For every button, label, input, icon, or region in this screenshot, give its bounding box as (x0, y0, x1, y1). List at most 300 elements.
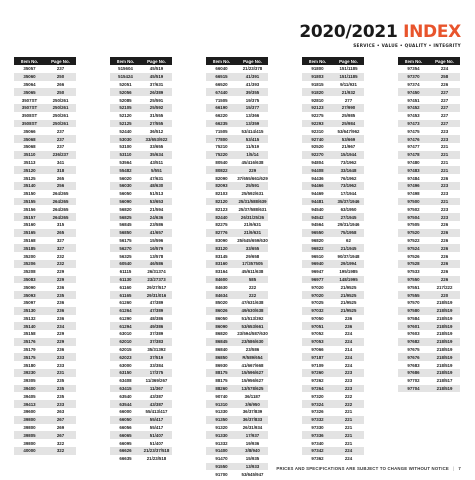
table-row (14, 65, 76, 73)
item-number: 35155 (23, 198, 36, 204)
table-row (302, 299, 364, 307)
item-number: 61294 (119, 323, 132, 329)
item-number: 66515 (215, 74, 228, 80)
page-number-cell: 36/1187 (244, 393, 261, 399)
item-number: 63000 (119, 362, 132, 368)
table-row (14, 213, 76, 221)
item-number: 97451 (407, 97, 420, 103)
item-number: 97020 (311, 284, 324, 290)
page-number-cell: 218/519 (436, 323, 453, 329)
table-row (14, 392, 76, 400)
item-number: 97109 (311, 362, 324, 368)
item-number: 66635 (119, 456, 132, 462)
item-number: 40000 (23, 448, 36, 454)
page-number-cell: 15/1944 (340, 152, 357, 158)
table-row (206, 361, 268, 369)
table-row (302, 96, 364, 104)
item-number: 66050 (119, 417, 132, 423)
item-number: 94436 (311, 175, 324, 181)
table-row (206, 252, 268, 260)
page-number-cell: 218/519 (436, 308, 453, 314)
page-number-cell: 23/594/587/630 (237, 331, 268, 337)
index-column (302, 57, 364, 463)
item-number: 56325 (119, 253, 132, 259)
item-number: 66065 (119, 432, 132, 438)
item-number: 97052 (311, 331, 324, 337)
page-number-cell: 21/9525 (340, 292, 357, 298)
table-row (398, 120, 460, 128)
page-number-cell: 15/596 (149, 237, 164, 243)
item-number: 62010 (119, 339, 132, 345)
page-no-header: Page No. (243, 58, 262, 64)
page-number-cell: 47/631/638 (241, 300, 264, 306)
page-number-cell: 223 (344, 370, 353, 376)
table-row (206, 307, 268, 315)
page-number-cell: 19/936 (245, 440, 260, 446)
table-row (110, 439, 172, 447)
table-row (110, 408, 172, 416)
page-number-cell: 236 (56, 300, 65, 306)
table-row (206, 65, 268, 73)
item-number: 53100 (119, 144, 132, 150)
table-row (206, 385, 268, 393)
item-number: 515424 (118, 74, 133, 80)
page-number-cell: 25/37/588/631 (238, 206, 267, 212)
table-row (110, 104, 172, 112)
page-number-cell: 53/645/947 (241, 471, 264, 477)
table-row (398, 237, 460, 245)
item-number: 83090 (215, 237, 228, 243)
item-number: 97603 (407, 331, 420, 337)
item-number: 39800 (23, 425, 36, 431)
table-row (110, 283, 172, 291)
item-number: 3508ST (21, 120, 38, 126)
item-number: 35068 (23, 144, 36, 150)
item-number: 66040 (215, 66, 228, 72)
table-row (206, 81, 268, 89)
page-number-cell: 250/261 (52, 105, 69, 111)
page-number-cell: 233 (56, 362, 65, 368)
page-number-cell: 224 (344, 456, 353, 462)
item-number: 97478 (407, 152, 420, 158)
item-number: 97550 (407, 276, 420, 282)
table-row (206, 299, 268, 307)
item-number: 97051 (311, 323, 324, 329)
table-row (302, 166, 364, 174)
item-number: 35208 (23, 269, 36, 275)
table-row (302, 307, 364, 315)
table-row (206, 135, 268, 143)
page-number-cell: 11/367 (149, 386, 164, 392)
item-number: 88260 (215, 386, 228, 392)
page-number-cell: 15/935 (245, 456, 260, 462)
page-number-cell: 218/519 (436, 370, 453, 376)
page-number-cell: 226 (440, 276, 449, 282)
table-row (110, 260, 172, 268)
page-number-cell: 47/389 (149, 308, 164, 314)
page-number-cell: 256 (56, 183, 65, 189)
page-number-cell: 341 (56, 159, 65, 165)
item-number: 35113 (23, 159, 36, 165)
table-row (206, 416, 268, 424)
table-row (110, 431, 172, 439)
item-number: 94469 (311, 191, 324, 197)
page-number-cell: 224 (440, 66, 449, 72)
table-row (302, 400, 364, 408)
item-number: 63150 (119, 370, 132, 376)
page-number-cell: 226 (440, 175, 449, 181)
table-row (302, 205, 364, 213)
item-number: 62023 (119, 354, 132, 360)
item-number: 71505 (215, 97, 228, 103)
page-number-cell: 237 (56, 136, 65, 142)
page-number-cell: 21/594 (149, 206, 164, 212)
table-row (206, 213, 268, 221)
item-number: 97520 (407, 230, 420, 236)
page-number-cell: 23/586 (245, 347, 260, 353)
table-row (110, 143, 172, 151)
page-number-cell: 41/657 (149, 230, 164, 236)
item-number: 96822 (311, 245, 324, 251)
item-number: 97505 (407, 222, 420, 228)
page-number-cell: 222 (248, 284, 257, 290)
table-row (398, 96, 460, 104)
table-row (206, 283, 268, 291)
table-row (110, 392, 172, 400)
page-number-cell: 1/5/14 (246, 152, 259, 158)
page-number-cell: 45/416/638 (241, 159, 264, 165)
item-number: 97504 (407, 214, 420, 220)
item-number: 52105 (119, 105, 132, 111)
table-row (206, 96, 268, 104)
item-number: 97050 (311, 315, 324, 321)
page-number-cell: 218/517 (436, 378, 453, 384)
item-number: 63010 (119, 331, 132, 337)
item-number: 97522 (407, 237, 420, 243)
page-number-cell: 237 (56, 128, 65, 134)
item-number: 35156 (23, 206, 36, 212)
item-number: 86050 (215, 315, 228, 321)
item-number: 97477 (407, 144, 420, 150)
table-row (302, 424, 364, 432)
page-number-cell: 222 (344, 393, 353, 399)
page-number-cell: 227 (440, 113, 449, 119)
item-number: 97702 (407, 378, 420, 384)
page-number-cell: 221 (440, 144, 449, 150)
page-number-cell: 250/261 (52, 97, 69, 103)
page-number-cell: 51/513 (149, 191, 164, 197)
item-number: 97480 (407, 159, 420, 165)
page-number-cell: 148/1995 (339, 276, 358, 282)
column-header (302, 57, 364, 65)
page-number-cell: 5/551 (151, 167, 162, 173)
table-row (398, 151, 460, 159)
page-number-cell: 226 (440, 245, 449, 251)
table-row (110, 353, 172, 361)
table-row (14, 361, 76, 369)
item-number: 92123 (311, 105, 324, 111)
page-number-cell: 235 (56, 292, 65, 298)
table-row (206, 127, 268, 135)
page-number-cell: 218/519 (436, 386, 453, 392)
page-number-cell: R/589/654 (242, 354, 263, 360)
table-row (398, 330, 460, 338)
index-column (206, 57, 268, 478)
page-number-cell: 55/413/417 (145, 409, 168, 415)
page-number-cell: 25/591 (245, 183, 260, 189)
page-number-cell: 41/393 (245, 81, 260, 87)
item-number: 97330 (311, 425, 324, 431)
item-number: 35175 (23, 354, 36, 360)
table-row (302, 112, 364, 120)
item-number: 35206 (23, 261, 36, 267)
item-number: 35060 (23, 74, 36, 80)
page-number-cell: 48/630 (149, 183, 164, 189)
page-number-cell: 26/31/25/26 (240, 214, 265, 220)
item-number: 86840 (215, 347, 228, 353)
table-row (14, 291, 76, 299)
item-number: 97498 (407, 191, 420, 197)
column-header (110, 57, 172, 65)
table-row (206, 159, 268, 167)
table-row (110, 81, 172, 89)
table-row (110, 276, 172, 284)
page-number-cell: 277 (344, 97, 353, 103)
item-number: 97320 (311, 393, 324, 399)
table-row (110, 96, 172, 104)
table-row (14, 431, 76, 439)
table-row (398, 221, 460, 229)
page-title (299, 24, 461, 41)
table-row (398, 143, 460, 151)
item-number: 61260 (119, 300, 132, 306)
table-row (14, 338, 76, 346)
table-row (14, 299, 76, 307)
page-number-cell: 13/366 (245, 113, 260, 119)
page-number-cell: 25/31/588/639 (238, 198, 267, 204)
column-header (398, 57, 460, 65)
item-number: 35083 (23, 276, 36, 282)
table-row (206, 431, 268, 439)
table-row (14, 96, 76, 104)
page-number-cell: 224 (344, 354, 353, 360)
page-number-cell: 221 (344, 409, 353, 415)
page-number-cell: 33/655 (149, 144, 164, 150)
page-number-cell: 21/932 (341, 89, 356, 95)
item-number: 35090 (23, 284, 36, 290)
table-row (398, 244, 460, 252)
item-number: 52125 (119, 120, 132, 126)
page-number-cell: 25/592/631 (241, 191, 264, 197)
page-number-cell: 76/1962 (340, 175, 357, 181)
item-number: 97555 (407, 292, 420, 298)
table-row (14, 283, 76, 291)
item-number: 56845 (119, 222, 132, 228)
table-row (398, 65, 460, 73)
table-row (14, 73, 76, 81)
table-row (206, 330, 268, 338)
page-number-cell: 223 (440, 206, 449, 212)
page-number-cell: 37/389 (149, 331, 164, 337)
page-number-cell: 11/519 (245, 144, 260, 150)
item-number: 97452 (407, 105, 420, 111)
page-number-cell: 43/387 (149, 401, 164, 407)
page-number-cell: 224 (344, 362, 353, 368)
table-row (110, 315, 172, 323)
item-number: 97496 (407, 183, 420, 189)
index-column (110, 57, 172, 463)
item-number: 97020 (311, 292, 324, 298)
item-number: 35160 (23, 222, 36, 228)
item-no-header: Item No. (20, 58, 39, 64)
page-number-cell: 236 (56, 315, 65, 321)
page-number-cell: 21/23/518 (146, 456, 167, 462)
page-number-cell: 17/375 (149, 370, 164, 376)
item-number: 56825 (119, 214, 132, 220)
table-row (206, 205, 268, 213)
table-row (302, 229, 364, 237)
item-number: 92270 (311, 152, 324, 158)
item-number: 91332 (215, 440, 228, 446)
table-row (398, 159, 460, 167)
item-number: 3508ST (21, 113, 38, 119)
table-row (302, 291, 364, 299)
page-number-cell: 221 (440, 167, 449, 173)
item-number: 83145 (215, 253, 228, 259)
item-number: 91320 (215, 425, 228, 431)
page-number-cell: 16/579 (149, 245, 164, 251)
item-number: 97453 (407, 113, 420, 119)
item-number: 56850 (119, 230, 132, 236)
table-row (110, 205, 172, 213)
page-number-cell: 318 (56, 167, 65, 173)
table-row (206, 315, 268, 323)
table-row (398, 361, 460, 369)
item-number: 96510 (311, 253, 324, 259)
item-number: 61115 (119, 269, 132, 275)
item-number: 97342 (311, 448, 324, 454)
page-number-cell: 224 (344, 331, 353, 337)
page-number-cell: 250/261 (52, 120, 69, 126)
item-number: 90740 (215, 393, 228, 399)
table-row (398, 112, 460, 120)
item-number: 97484 (407, 175, 420, 181)
item-number: 84600 (215, 276, 228, 282)
page-number-cell: 25/985 (341, 113, 356, 119)
item-number: 91700 (215, 471, 228, 477)
item-number: 35110 (23, 152, 36, 158)
page-number-cell: 151/1185 (339, 74, 358, 80)
table-row (398, 291, 460, 299)
table-row (110, 112, 172, 120)
item-number: 91803 (311, 74, 324, 80)
table-row (14, 315, 76, 323)
table-row (398, 229, 460, 237)
table-row (14, 408, 76, 416)
table-row (302, 346, 364, 354)
page-number-cell: 263 (56, 409, 65, 415)
page-number-cell: 232 (56, 253, 65, 259)
item-number: 97476 (407, 136, 420, 142)
page-no-header: Page No. (435, 58, 454, 64)
table-row (14, 439, 76, 447)
table-row (110, 361, 172, 369)
item-number: 97032 (311, 308, 324, 314)
table-row (110, 268, 172, 276)
table-row (302, 338, 364, 346)
table-row (110, 229, 172, 237)
page-number-cell: 33/1648 (340, 167, 357, 173)
table-row (110, 322, 172, 330)
page-number-cell: 21/9525 (340, 284, 357, 290)
table-row (302, 190, 364, 198)
page-number-cell: 13/359 (245, 120, 260, 126)
item-number: 515604 (118, 66, 133, 72)
page-number-cell: 233 (56, 354, 65, 360)
item-number: 35140 (23, 183, 36, 189)
table-row (398, 135, 460, 143)
table-row (110, 73, 172, 81)
page-number-cell: 75/1958 (340, 230, 357, 236)
item-number: 35140 (23, 323, 36, 329)
page-number-cell: 226 (440, 81, 449, 87)
table-row (398, 385, 460, 393)
item-number: 82093 (215, 183, 228, 189)
item-number: 61264 (119, 308, 132, 314)
page-number-cell: 265 (56, 230, 65, 236)
page-subtitle: SERVICE • VALUE • QUALITY • INTEGRITY (353, 43, 461, 48)
table-row (302, 416, 364, 424)
page-number-cell: 17/1944 (340, 191, 357, 197)
table-row (110, 127, 172, 135)
table-row (14, 135, 76, 143)
page-number-cell: 235 (56, 378, 65, 384)
page-number-cell: 23/27373 (147, 276, 166, 282)
page-number-cell: 17/937 (245, 432, 260, 438)
item-number: 35093 (23, 292, 36, 298)
page-number-cell: 222 (344, 401, 353, 407)
table-row (398, 268, 460, 276)
table-row (110, 221, 172, 229)
item-number: 97473 (407, 120, 420, 126)
page-number-cell: 218/519 (436, 339, 453, 345)
page-number-cell: 27/1945 (340, 214, 357, 220)
item-number: 53030 (119, 136, 132, 142)
item-number: 97584 (407, 315, 420, 321)
item-number: 39230 (23, 370, 36, 376)
page-number-cell: 21/9525 (340, 308, 357, 314)
page-number-cell: 55/417 (149, 417, 164, 423)
item-number: 35120 (23, 167, 36, 173)
page-number-cell: 221 (344, 432, 353, 438)
table-row (398, 104, 460, 112)
page-number-cell: 45/611/638 (241, 269, 264, 275)
table-row (302, 198, 364, 206)
page-number-cell: 229 (56, 339, 65, 345)
table-row (110, 377, 172, 385)
page-number-cell: 53/653/661 (241, 323, 264, 329)
item-number: 97370 (407, 74, 420, 80)
table-row (14, 205, 76, 213)
page-number-cell: 3/6/950 (245, 401, 260, 407)
page-number-cell: 47/631 (149, 175, 164, 181)
table-row (302, 81, 364, 89)
table-row (14, 377, 76, 385)
page-number-cell: 51/513/392 (241, 315, 264, 321)
item-number: 3507ST (21, 97, 38, 103)
table-row (14, 166, 76, 174)
item-number: 66520 (215, 81, 228, 87)
